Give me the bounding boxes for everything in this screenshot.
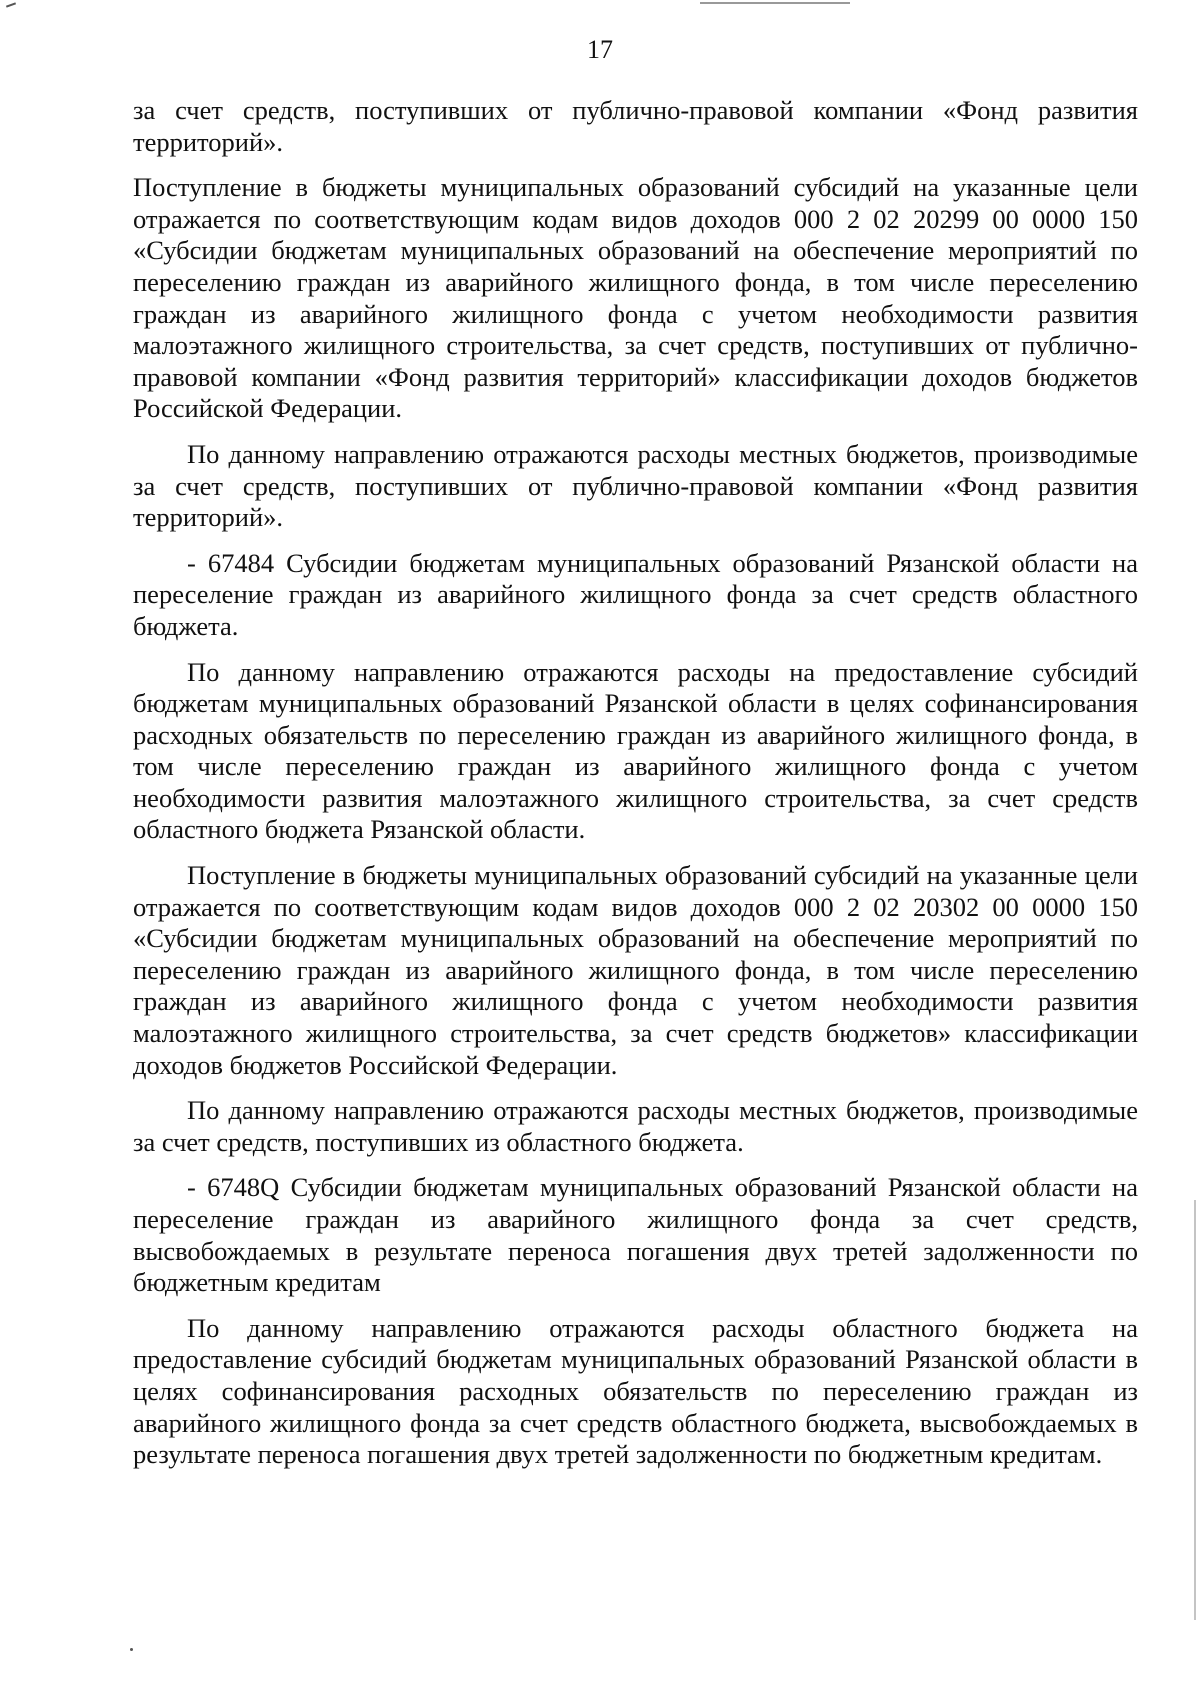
paragraph: Поступление в бюджеты муниципальных образований субсидий на указанные цели отражается по соответствующим кодам видов доходов 000 2 02 20302 00 0000 150 «Субсидии бюджетам муниципальных образований на обеспечение мероприятий по переселению граждан из аварийного жилищного фонда, в том числе переселению граждан из аварийного жилищного фонда с учетом необходимости развития малоэтажного жилищного строительства, за счет средств бюджетов» классификации доходов бюджетов Российской Федерации. xyxy=(133,860,1138,1080)
paragraph-item-6748q: - 6748Q Субсидии бюджетам муниципальных образований Рязанской области на переселение граждан из аварийного жилищного фонда за счет средств, высвобождаемых в результате переноса погашения двух третей задолженности по бюджетным кредитам xyxy=(133,1172,1138,1298)
scan-artifact-bottom-left xyxy=(130,1648,133,1651)
scan-artifact-top-left xyxy=(6,2,16,7)
paragraph-item-67484: - 67484 Субсидии бюджетам муниципальных образований Рязанской области на переселение граждан из аварийного жилищного фонда за счет средств областного бюджета. xyxy=(133,547,1138,641)
scan-artifact-right-edge xyxy=(1194,1200,1196,1620)
scan-artifact-top-right xyxy=(700,2,850,4)
document-body xyxy=(133,95,1138,1485)
paragraph: Поступление в бюджеты муниципальных образований субсидий на указанные цели отражается по соответствующим кодам видов доходов 000 2 02 20299 00 0000 150 «Субсидии бюджетам муниципальных образований на обеспечение мероприятий по переселению граждан из аварийного жилищного фонда, в том числе переселению граждан из аварийного жилищного фонда с учетом необходимости развития малоэтажного жилищного строительства, за счет средств, поступивших от публично-правовой компании «Фонд развития территорий» классификации доходов бюджетов Российской Федерации. xyxy=(133,172,1138,424)
page-number: 17 xyxy=(587,35,613,64)
paragraph: По данному направлению отражаются расходы местных бюджетов, производимые за счет средств, поступивших из областного бюджета. xyxy=(133,1095,1138,1157)
paragraph: По данному направлению отражаются расходы местных бюджетов, производимые за счет средств, поступивших от публично-правовой компании «Фонд развития территорий». xyxy=(133,438,1138,533)
paragraph: По данному направлению отражаются расходы на предоставление субсидий бюджетам муниципальных образований Рязанской области в целях софинансирования расходных обязательств по переселению граждан из аварийного жилищного фонда, в том числе переселению граждан из аварийного жилищного фонда с учетом необходимости развития малоэтажного жилищного строительства, за счет средств областного бюджета Рязанской области. xyxy=(133,656,1138,845)
paragraph: По данному направлению отражаются расходы областного бюджета на предоставление субсидий бюджетам муниципальных образований Рязанской области в целях софинансирования расходных обязательств по переселению граждан из аварийного жилищного фонда за счет средств областного бюджета, высвобождаемых в результате переноса погашения двух третей задолженности по бюджетным кредитам. xyxy=(133,1312,1138,1470)
paragraph: за счет средств, поступивших от публично-правовой компании «Фонд развития территорий». xyxy=(133,95,1138,157)
